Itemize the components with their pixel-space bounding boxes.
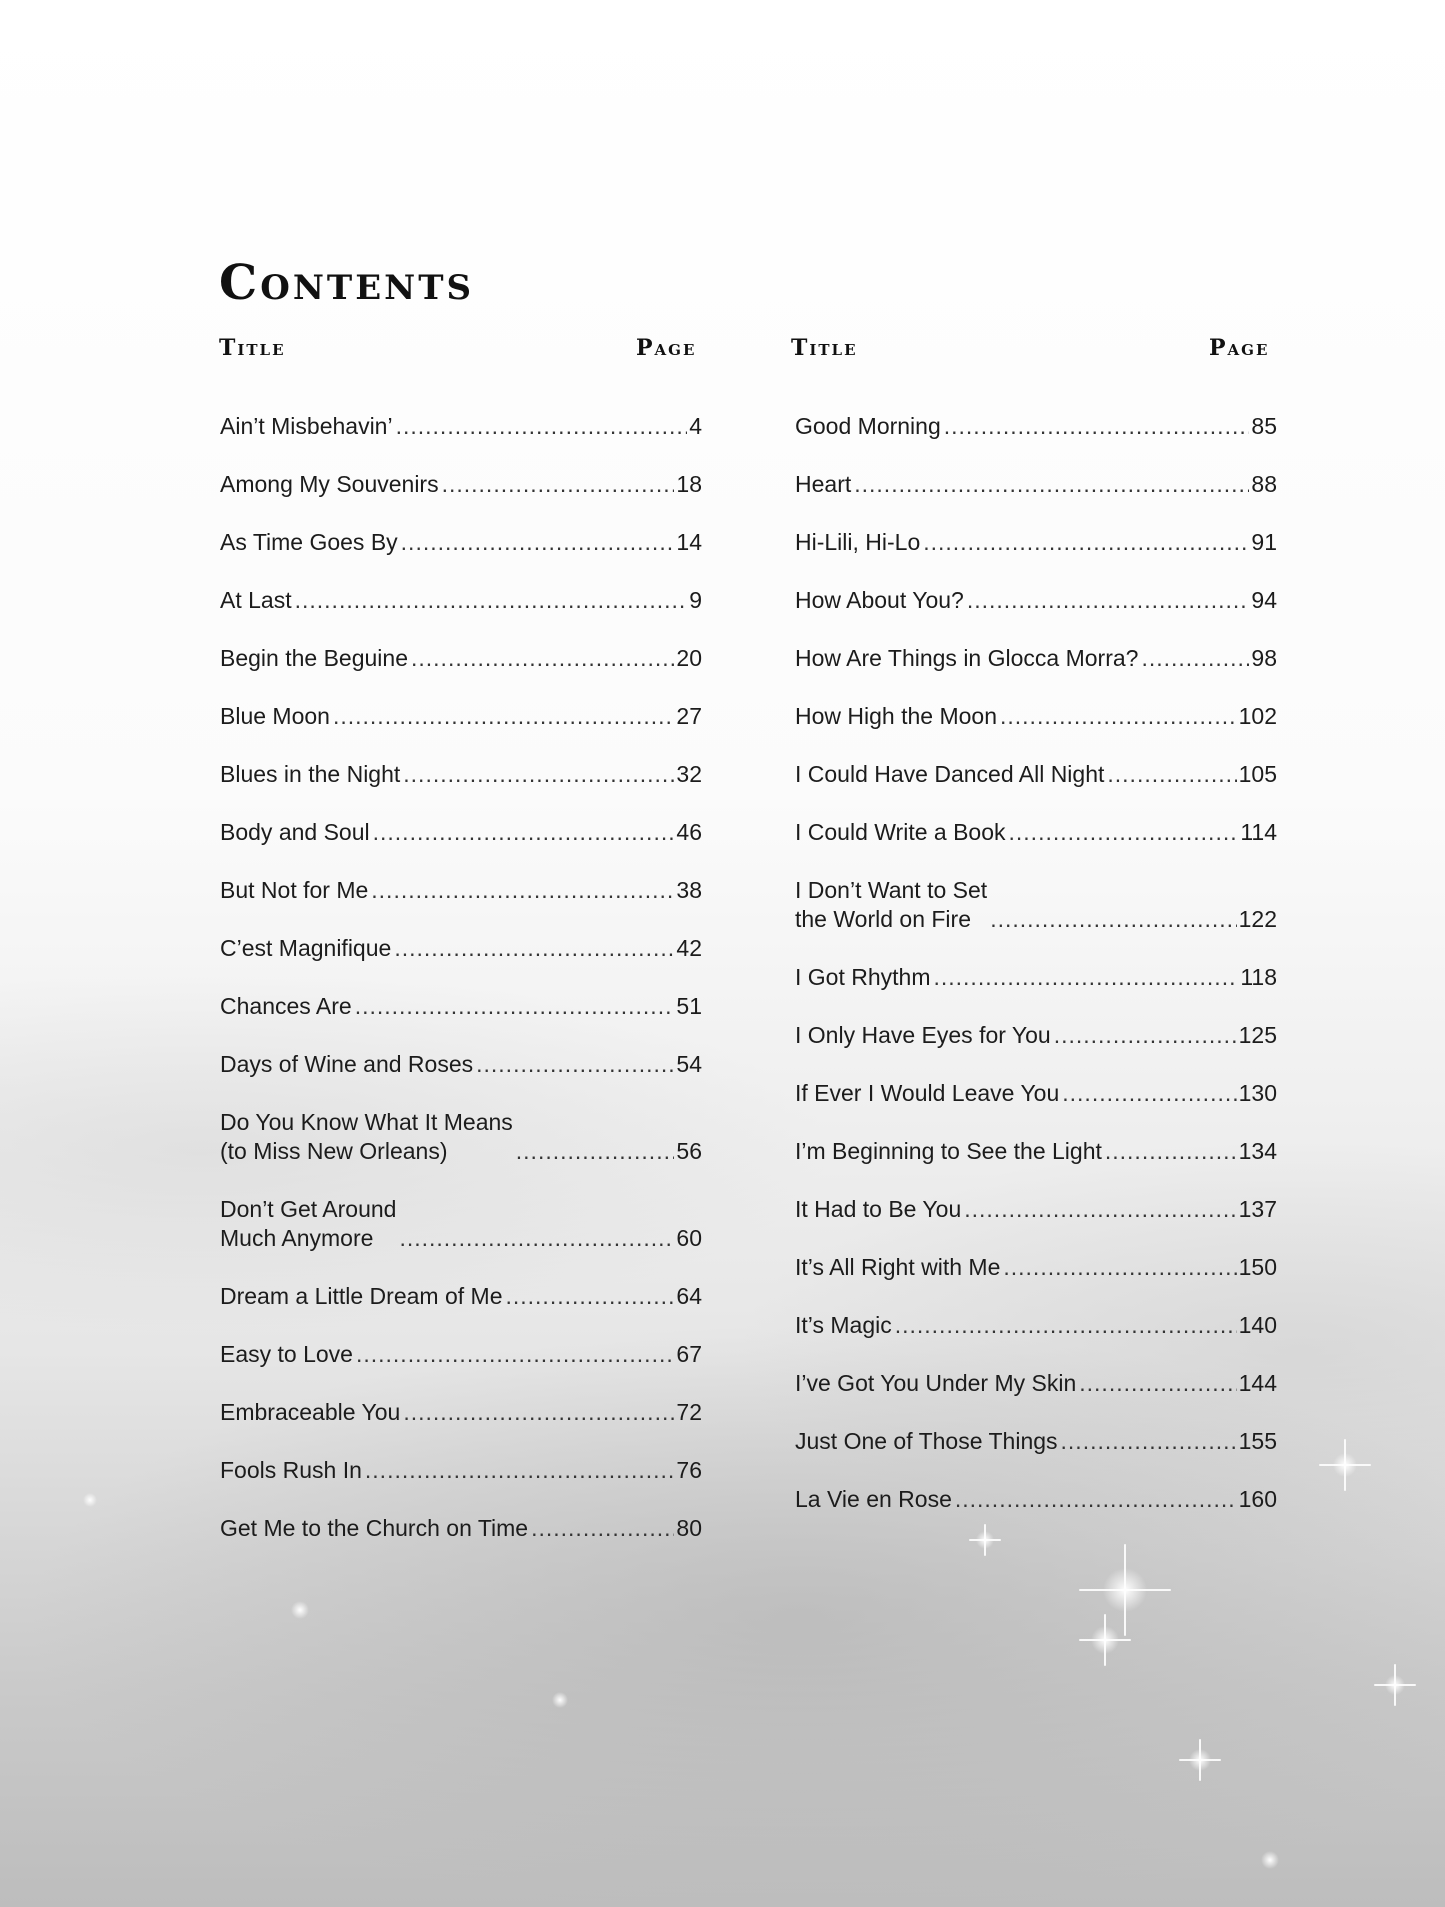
toc-entry-page-number: 130 [1238, 1080, 1277, 1106]
dot-leader [442, 470, 675, 499]
toc-entry-title: As Time Goes By [220, 529, 398, 555]
toc-entry-page-number: 155 [1238, 1428, 1277, 1454]
toc-entry-title: Get Me to the Church on Time [220, 1515, 529, 1541]
toc-entry[interactable] [220, 1514, 702, 1543]
toc-entry[interactable] [795, 963, 1277, 992]
dot-leader [516, 1137, 675, 1166]
toc-entry-title: Chances Are [220, 993, 352, 1019]
dot-leader [1061, 1427, 1237, 1456]
dot-leader [505, 1282, 674, 1311]
toc-entry-page-number: 144 [1238, 1370, 1277, 1396]
dot-leader [396, 412, 688, 441]
toc-entry-page-number: 4 [689, 413, 702, 439]
toc-entry-page-number: 42 [676, 935, 702, 961]
toc-entry[interactable] [220, 702, 702, 731]
dot-leader [1054, 1021, 1237, 1050]
toc-entry-title: Do You Know What It Means (to Miss New Orleans) [220, 1109, 513, 1164]
toc-entry-page-number: 67 [676, 1341, 702, 1367]
dot-leader [356, 1340, 674, 1369]
dot-leader [295, 586, 688, 615]
dot-leader [1107, 760, 1236, 789]
toc-entry-title: C’est Magnifique [220, 935, 392, 961]
toc-entry-title: At Last [220, 587, 292, 613]
toc-entry-title: It Had to Be You [795, 1196, 962, 1222]
toc-entry-title: How Are Things in Glocca Morra? [795, 645, 1139, 671]
toc-entry-title: Body and Soul [220, 819, 370, 845]
toc-entry[interactable] [220, 1108, 702, 1166]
toc-entry-page-number: 80 [676, 1515, 702, 1541]
toc-entry[interactable] [220, 1340, 702, 1369]
toc-entry[interactable] [220, 1456, 702, 1485]
toc-entry[interactable] [795, 1079, 1277, 1108]
toc-entry-page-number: 137 [1238, 1196, 1277, 1222]
toc-entry-title: Fools Rush In [220, 1457, 362, 1483]
toc-entry-page-number: 20 [676, 645, 702, 671]
dot-leader [1062, 1079, 1236, 1108]
toc-entry-title: Dream a Little Dream of Me [220, 1283, 503, 1309]
dot-leader [1079, 1369, 1236, 1398]
title-column-header-right: Title [791, 335, 858, 361]
toc-entry-page-number: 64 [676, 1283, 702, 1309]
toc-entry-page-number: 125 [1238, 1022, 1277, 1048]
dot-leader [964, 1195, 1236, 1224]
toc-entry[interactable] [220, 992, 702, 1021]
toc-entry[interactable] [795, 1427, 1277, 1456]
dot-leader [895, 1311, 1237, 1340]
toc-entry-page-number: 94 [1251, 587, 1277, 613]
toc-entry[interactable] [795, 412, 1277, 441]
toc-entry[interactable] [220, 1195, 702, 1253]
toc-entry-page-number: 160 [1238, 1486, 1277, 1512]
dot-leader [1105, 1137, 1237, 1166]
contents-column-left [220, 412, 702, 1572]
toc-entry-title: If Ever I Would Leave You [795, 1080, 1060, 1106]
dot-leader [1141, 644, 1249, 673]
dot-leader [933, 963, 1238, 992]
toc-entry-title: I’ve Got You Under My Skin [795, 1370, 1077, 1396]
toc-entry[interactable] [795, 470, 1277, 499]
dot-leader [955, 1485, 1237, 1514]
toc-entry-page-number: 85 [1251, 413, 1277, 439]
toc-entry[interactable] [795, 1021, 1277, 1050]
dot-leader [365, 1456, 675, 1485]
toc-entry-page-number: 105 [1238, 761, 1277, 787]
toc-entry[interactable] [220, 528, 702, 557]
toc-entry[interactable] [795, 1195, 1277, 1224]
toc-entry-title: Hi-Lili, Hi-Lo [795, 529, 921, 555]
toc-entry-title: Just One of Those Things [795, 1428, 1058, 1454]
dot-leader [990, 905, 1236, 934]
dot-leader [355, 992, 675, 1021]
toc-entry[interactable] [795, 876, 1277, 934]
dot-leader [401, 528, 675, 557]
toc-entry-page-number: 102 [1238, 703, 1277, 729]
dot-leader [399, 1224, 674, 1253]
contents-column-right [795, 412, 1277, 1543]
toc-entry[interactable] [795, 644, 1277, 673]
toc-entry-title: Blue Moon [220, 703, 330, 729]
toc-entry-title: Among My Souvenirs [220, 471, 439, 497]
toc-entry-title: But Not for Me [220, 877, 369, 903]
dot-leader [403, 1398, 674, 1427]
toc-entry-title: I’m Beginning to See the Light [795, 1138, 1102, 1164]
toc-entry-page-number: 140 [1238, 1312, 1277, 1338]
page-title: Contents [219, 255, 475, 311]
toc-entry-page-number: 150 [1238, 1254, 1277, 1280]
toc-entry-title: Easy to Love [220, 1341, 353, 1367]
toc-entry-page-number: 18 [676, 471, 702, 497]
toc-entry[interactable] [220, 644, 702, 673]
dot-leader [394, 934, 674, 963]
toc-entry-title: La Vie en Rose [795, 1486, 952, 1512]
toc-entry-page-number: 51 [676, 993, 702, 1019]
toc-entry-title: I Could Write a Book [795, 819, 1006, 845]
toc-entry-title: I Got Rhythm [795, 964, 931, 990]
toc-entry-title: Don’t Get Around Much Anymore [220, 1196, 397, 1251]
toc-entry-page-number: 38 [676, 877, 702, 903]
toc-entry-page-number: 60 [676, 1225, 702, 1251]
dot-leader [403, 760, 674, 789]
toc-entry-page-number: 122 [1238, 906, 1277, 932]
toc-entry-title: It’s All Right with Me [795, 1254, 1001, 1280]
toc-entry[interactable] [220, 1282, 702, 1311]
toc-entry-title: How About You? [795, 587, 964, 613]
toc-entry[interactable] [795, 586, 1277, 615]
toc-entry[interactable] [795, 818, 1277, 847]
toc-entry[interactable] [220, 934, 702, 963]
dot-leader [944, 412, 1250, 441]
toc-entry-page-number: 54 [676, 1051, 702, 1077]
page-column-header-left: Page [636, 335, 697, 361]
toc-entry[interactable] [795, 1311, 1277, 1340]
toc-entry[interactable] [220, 586, 702, 615]
toc-entry[interactable] [795, 528, 1277, 557]
toc-entry[interactable] [795, 1253, 1277, 1282]
toc-entry-page-number: 91 [1251, 529, 1277, 555]
toc-entry-page-number: 32 [676, 761, 702, 787]
dot-leader [531, 1514, 674, 1543]
toc-entry-page-number: 76 [676, 1457, 702, 1483]
toc-entry[interactable] [795, 702, 1277, 731]
toc-entry-page-number: 46 [676, 819, 702, 845]
toc-entry-title: Blues in the Night [220, 761, 401, 787]
toc-entry[interactable] [220, 876, 702, 905]
toc-entry-title: It’s Magic [795, 1312, 892, 1338]
toc-entry[interactable] [795, 1485, 1277, 1514]
toc-entry-title: How High the Moon [795, 703, 997, 729]
toc-entry[interactable] [795, 1369, 1277, 1398]
toc-entry-page-number: 27 [676, 703, 702, 729]
dot-leader [967, 586, 1250, 615]
toc-entry[interactable] [220, 1398, 702, 1427]
toc-entry-title: Ain’t Misbehavin’ [220, 413, 393, 439]
toc-entry-title: I Only Have Eyes for You [795, 1022, 1051, 1048]
toc-entry-title: Begin the Beguine [220, 645, 408, 671]
toc-entry-page-number: 56 [676, 1138, 702, 1164]
toc-entry-page-number: 98 [1251, 645, 1277, 671]
title-column-header-left: Title [219, 335, 286, 361]
dot-leader [333, 702, 674, 731]
dot-leader [371, 876, 674, 905]
toc-entry-title: Embraceable You [220, 1399, 401, 1425]
toc-entry-title: I Don’t Want to Set the World on Fire [795, 877, 988, 932]
dot-leader [923, 528, 1249, 557]
dot-leader [411, 644, 674, 673]
toc-entry[interactable] [795, 1137, 1277, 1166]
toc-entry[interactable] [220, 1050, 702, 1079]
page-column-header-right: Page [1209, 335, 1270, 361]
dot-leader [854, 470, 1249, 499]
toc-entry[interactable] [220, 412, 702, 441]
dot-leader [1000, 702, 1237, 731]
toc-entry-title: I Could Have Danced All Night [795, 761, 1105, 787]
toc-entry-page-number: 134 [1238, 1138, 1277, 1164]
toc-entry-page-number: 118 [1240, 964, 1277, 990]
toc-entry-page-number: 72 [676, 1399, 702, 1425]
toc-entry[interactable] [220, 818, 702, 847]
toc-entry[interactable] [795, 760, 1277, 789]
toc-entry-page-number: 88 [1251, 471, 1277, 497]
toc-entry-page-number: 9 [689, 587, 702, 613]
toc-entry-title: Heart [795, 471, 852, 497]
toc-entry-title: Good Morning [795, 413, 941, 439]
toc-entry-page-number: 114 [1240, 819, 1277, 845]
toc-entry[interactable] [220, 470, 702, 499]
dot-leader [373, 818, 675, 847]
toc-entry-title: Days of Wine and Roses [220, 1051, 474, 1077]
toc-entry[interactable] [220, 760, 702, 789]
toc-entry-page-number: 14 [676, 529, 702, 555]
dot-leader [1009, 818, 1239, 847]
dot-leader [1003, 1253, 1236, 1282]
dot-leader [476, 1050, 674, 1079]
